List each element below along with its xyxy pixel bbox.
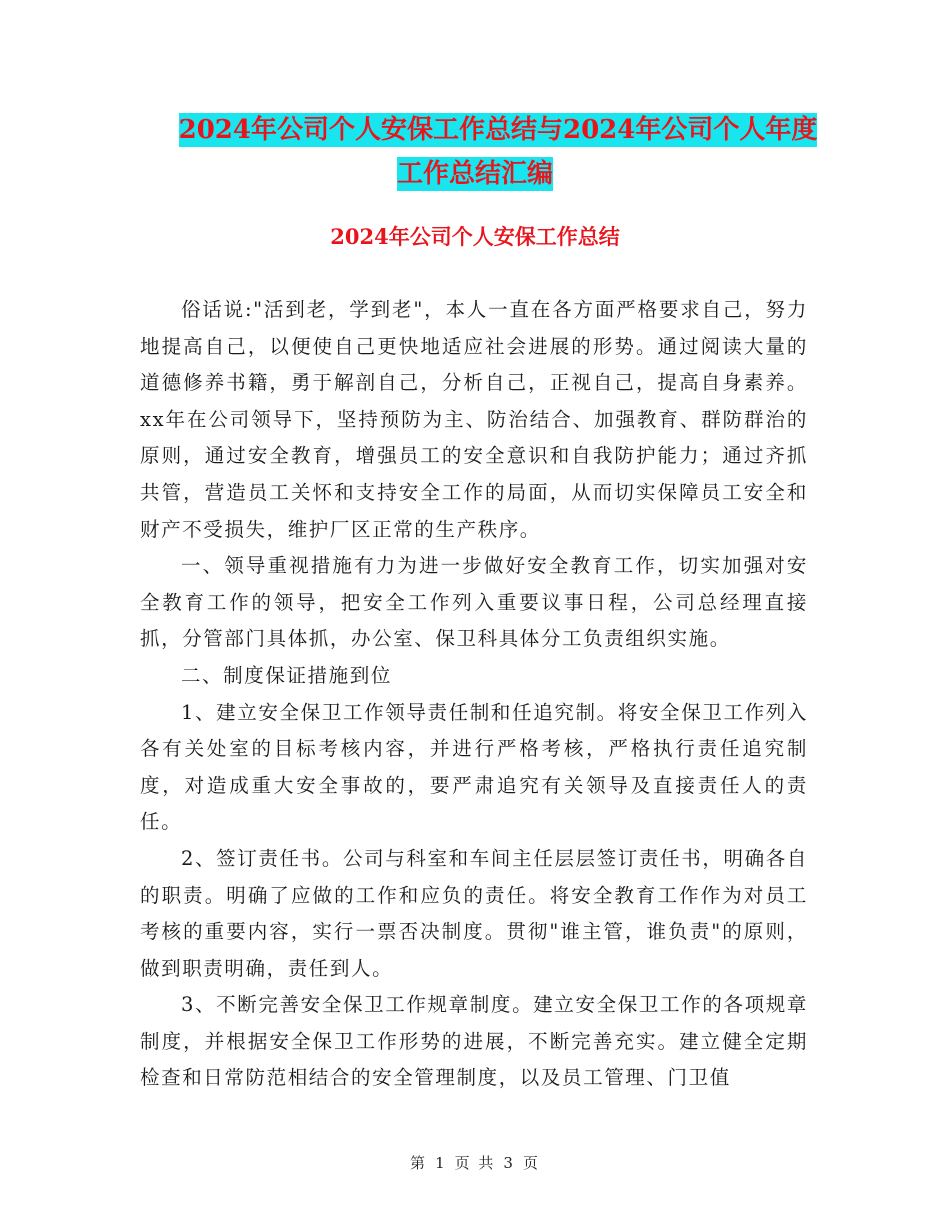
document-body: [140, 292, 808, 1097]
page-footer: [0, 1152, 950, 1173]
document-title: [0, 108, 950, 196]
footer-total-pages: 3: [503, 1154, 515, 1172]
paragraph-heading-system: 二、制度保证措施到位: [180, 663, 392, 687]
title-line-1: 2024年公司个人安保工作总结与2024年公司个人年度: [178, 115, 818, 145]
footer-middle: 页 共: [454, 1154, 496, 1172]
footer-prefix: 第: [410, 1154, 428, 1172]
title-line-2: 工作总结汇编: [396, 159, 553, 189]
section-title: 2024年公司个人安保工作总结: [330, 224, 620, 249]
footer-page-number: 1: [435, 1154, 447, 1172]
paragraph-item-3: 3、不断完善安全保卫工作规章制度。建立安全保卫工作的各项规章制度，并根据安全保卫工作形势的进展，不断完善充实。建立健全定期检查和日常防范相结合的安全管理制度，以及员工管理、门卫值: [140, 993, 808, 1090]
footer-suffix: 页: [522, 1154, 540, 1172]
paragraph-intro: 俗话说:"活到老，学到老"，本人一直在各方面严格要求自己，努力地提高自己，以便使自己更快地适应社会进展的形势。通过阅读大量的道德修养书籍，勇于解剖自己，分析自己，正视自己，提高自身素养。xx年在公司领导下，坚持预防为主、防治结合、加强教育、群防群治的原则，通过安全教育，增强员工的安全意识和自我防护能力；通过齐抓共管，营造员工关怀和支持安全工作的局面，从而切实保障员工安全和财产不受损失，维护厂区正常的生产秩序。: [140, 298, 808, 541]
paragraph-item-2: 2、签订责任书。公司与科室和车间主任层层签订责任书，明确各自的职责。明确了应做的工作和应负的责任。将安全教育工作作为对员工考核的重要内容，实行一票否决制度。贯彻"谁主管，谁负责"的原则，做到职责明确，责任到人。: [140, 846, 808, 980]
paragraph-leadership: 一、领导重视措施有力为进一步做好安全教育工作，切实加强对安全教育工作的领导，把安全工作列入重要议事日程，公司总经理直接抓，分管部门具体抓，办公室、保卫科具体分工负责组织实施。: [140, 554, 808, 651]
paragraph-item-1: 1、建立安全保卫工作领导责任制和任追究制。将安全保卫工作列入各有关处室的目标考核内容，并进行严格考核，严格执行责任追究制度，对造成重大安全事故的，要严肃追究有关领导及直接责任人的责任。: [140, 700, 808, 834]
